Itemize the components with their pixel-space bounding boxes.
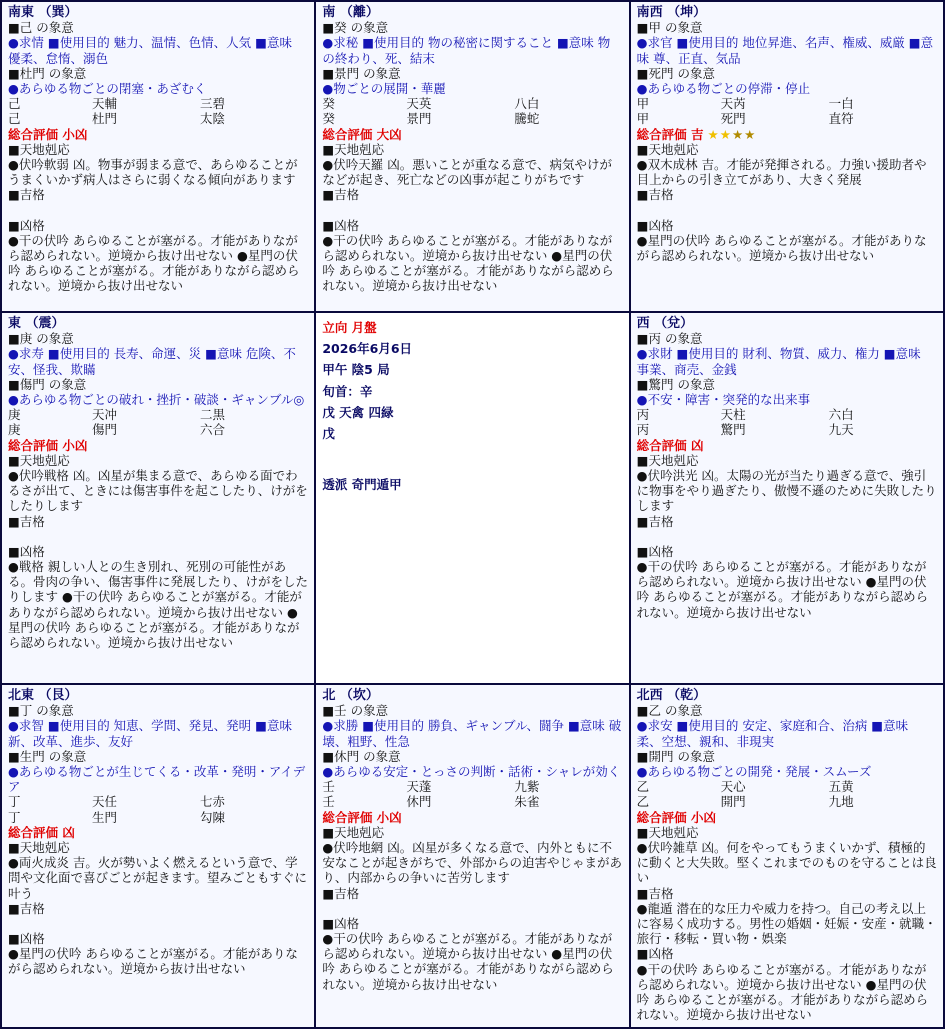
- door-row: [637, 794, 937, 809]
- kyo-heading: ■凶格: [322, 915, 360, 931]
- eight-door: 開門: [720, 794, 746, 810]
- tenchi-text: ●双木成林 吉。才能が発揮される。力強い援助者や目上からの引き立てがあり、大きく発展: [636, 157, 927, 188]
- flying-star: 六白: [828, 407, 854, 423]
- tenchi-heading: ■天地剋応: [636, 824, 699, 840]
- kyo-text: ●干の伏吟 あらゆることが塞がる。才能がありながら認められない。逆境から抜け出せない ●星門の伏吟 あらゆることが塞がる。才能がありながら認められない。逆境から抜け出せない: [322, 931, 614, 992]
- eight-god: 勾陳: [200, 809, 226, 825]
- evaluation-label: 総合評価 凶: [8, 824, 75, 840]
- stem-heading: ■乙 の象意: [636, 703, 703, 719]
- tenchi-text: ●伏吟地網 凶。凶星が多くなる意で、内外ともに不安なことが起きがちで、外部からの迫害やじゃまがあり、内部からの争いに苦労します: [322, 840, 622, 886]
- star-row: [637, 407, 937, 422]
- stem-heading: ■庚 の象意: [8, 331, 74, 347]
- kyo-text: ●干の伏吟 あらゆることが塞がる。才能がありながら認められない。逆境から抜け出せない ●星門の伏吟 あらゆることが塞がる。才能がありながら認められない。逆境から抜け出せない: [636, 961, 929, 1023]
- eight-god: 六合: [200, 422, 226, 438]
- overall-evaluation: [322, 127, 622, 142]
- star-row: [8, 96, 308, 111]
- direction-heading: 北東 （艮）: [8, 688, 78, 703]
- nine-star: 天任: [92, 794, 118, 810]
- heaven-stem: 甲: [636, 96, 650, 112]
- door-heading: ■休門 の象意: [322, 748, 401, 764]
- earth-stem: 丙: [636, 422, 650, 438]
- kyo-heading: ■凶格: [636, 217, 674, 233]
- kyo-text: ●干の伏吟 あらゆることが塞がる。才能がありながら認められない。逆境から抜け出せない ●星門の伏吟 あらゆることが塞がる。才能がありながら認められない。逆境から抜け出せない: [322, 232, 614, 294]
- stem-meaning: ●求寿 ■使用目的 長寿、命運、災 ■意味 危険、不安、怪我、欺瞞: [8, 346, 296, 377]
- overall-evaluation: [8, 825, 308, 840]
- heaven-stem: 壬: [322, 779, 335, 795]
- stem-heading: ■壬 の象意: [322, 703, 389, 719]
- evaluation-label: 総合評価 小凶: [636, 809, 717, 825]
- stem-heading: ■丙 の象意: [636, 331, 703, 347]
- star-row: [637, 779, 937, 794]
- nine-star: 天英: [406, 96, 432, 112]
- nine-star: 天心: [720, 779, 746, 795]
- stem-heading: ■己 の象意: [8, 20, 74, 36]
- heaven-stem: 庚: [8, 407, 21, 423]
- cell-south: [315, 1, 629, 312]
- door-heading: ■景門 の象意: [322, 65, 401, 81]
- earth-stem: 庚: [8, 422, 21, 438]
- kichi-heading: ■吉格: [8, 900, 45, 916]
- flying-star: 七赤: [200, 794, 226, 810]
- evaluation-label: 総合評価 小凶: [8, 126, 88, 142]
- kichi-heading: ■吉格: [322, 885, 360, 901]
- eight-door: 傷門: [92, 422, 118, 438]
- evaluation-label: 総合評価 小凶: [8, 437, 88, 453]
- stem-heading: ■癸 の象意: [322, 20, 389, 36]
- stem-meaning: ●求勝 ■使用目的 勝負、ギャンブル、闘争 ■意味 破壊、粗野、性急: [322, 718, 622, 749]
- tenchi-heading: ■天地剋応: [8, 840, 70, 856]
- door-heading: ■傷門 の象意: [8, 376, 87, 392]
- door-row: [8, 111, 308, 126]
- overall-evaluation: [637, 127, 937, 142]
- stem-meaning: ●求秘 ■使用目的 物の秘密に関すること ■意味 物の終わり、死、結末: [322, 35, 611, 66]
- evaluation-label: 総合評価 凶: [636, 437, 704, 453]
- eight-god: 太陰: [200, 111, 226, 127]
- tenchi-text: ●両火成炎 吉。火が勢いよく燃えるという意で、学問や文化面で喜びごとが起きます。望みごともすぐに叶う: [8, 855, 308, 901]
- flying-star: 九紫: [514, 779, 540, 795]
- door-meaning: ●あらゆる物ごとの閉塞・あざむく: [8, 81, 207, 97]
- nine-star: 天輔: [92, 96, 118, 112]
- kyo-text: ●星門の伏吟 あらゆることが塞がる。才能がありながら認められない。逆境から抜け出せない: [636, 232, 927, 264]
- tenchi-heading: ■天地剋応: [8, 141, 70, 157]
- stem-heading: ■丁 の象意: [8, 703, 74, 719]
- door-heading: ■驚門 の象意: [636, 376, 715, 392]
- kichi-heading: ■吉格: [636, 513, 674, 529]
- kyo-heading: ■凶格: [8, 217, 45, 233]
- cell-west: [630, 312, 944, 684]
- kyo-text: ●干の伏吟 あらゆることが塞がる。才能がありながら認められない。逆境から抜け出せない ●星門の伏吟 あらゆることが塞がる。才能がありながら認められない。逆境から抜け出せない: [8, 232, 300, 294]
- kichi-heading: ■吉格: [636, 187, 674, 203]
- cell-northwest: [630, 684, 944, 1028]
- stem-heading: ■甲 の象意: [636, 20, 703, 36]
- cell-north: [315, 684, 629, 1028]
- evaluation-label: 総合評価 大凶: [322, 126, 402, 142]
- center-date: 2026年6月6日: [322, 341, 413, 357]
- heaven-stem: 丁: [8, 794, 21, 810]
- kyo-heading: ■凶格: [636, 946, 674, 962]
- eight-god: 九地: [828, 794, 854, 810]
- earth-stem: 甲: [636, 111, 650, 127]
- center-school: 透派 奇門遁甲: [322, 477, 402, 493]
- eight-door: 死門: [720, 111, 746, 127]
- earth-stem: 己: [8, 111, 21, 127]
- door-heading: ■生門 の象意: [8, 748, 87, 764]
- stem-meaning: ●求情 ■使用目的 魅力、温情、色情、人気 ■意味 優柔、怠惰、溺色: [8, 35, 292, 66]
- evaluation-label: 総合評価 吉: [636, 126, 704, 142]
- kichi-heading: ■吉格: [322, 187, 360, 203]
- kyo-heading: ■凶格: [8, 931, 45, 947]
- cell-southwest: [630, 1, 944, 312]
- door-meaning: ●あらゆる物ごとの停滞・停止: [636, 81, 811, 97]
- door-meaning: ●不安・障害・突発的な出来事: [636, 392, 811, 408]
- flying-star: 八白: [514, 96, 540, 112]
- center-line2: 旬首：辛: [322, 383, 373, 399]
- tenchi-heading: ■天地剋応: [322, 824, 385, 840]
- tenchi-text: ●伏吟雑草 凶。何をやってもうまくいかず、積極的に動くと大失敗。堅くこれまでのものを守ることは良い: [636, 840, 937, 886]
- kichi-heading: ■吉格: [8, 187, 45, 203]
- tenchi-heading: ■天地剋応: [636, 452, 699, 468]
- overall-evaluation: [637, 810, 937, 825]
- cell-northeast: [1, 684, 315, 1028]
- heaven-stem: 丙: [636, 407, 650, 423]
- door-heading: ■開門 の象意: [636, 748, 715, 764]
- earth-stem: 乙: [636, 794, 650, 810]
- kyo-heading: ■凶格: [322, 217, 360, 233]
- direction-heading: 南 （離）: [322, 5, 379, 20]
- star-row: [322, 779, 622, 794]
- door-row: [8, 422, 308, 437]
- flying-star: 三碧: [200, 96, 226, 112]
- kyo-text: ●星門の伏吟 あらゆることが塞がる。才能がありながら認められない。逆境から抜け出せない: [8, 946, 298, 977]
- eight-god: 騰蛇: [514, 111, 540, 127]
- heaven-stem: 癸: [322, 96, 335, 112]
- door-heading: ■杜門 の象意: [8, 65, 87, 81]
- door-row: [637, 422, 937, 437]
- star-row: [637, 96, 937, 111]
- tenchi-text: ●伏吟軟弱 凶。物事が弱まる意で、あらゆることがうまくいかず病人はさらに弱くなる傾向があります: [8, 157, 298, 188]
- door-heading: ■死門 の象意: [636, 65, 715, 81]
- center-title: 立向 月盤: [322, 320, 377, 335]
- door-meaning: ●あらゆる物ごとの破れ・挫折・破談・ギャンブル◎: [8, 392, 305, 408]
- direction-heading: 北西 （乾）: [636, 688, 707, 703]
- eight-door: 杜門: [92, 111, 118, 127]
- stem-meaning: ●求智 ■使用目的 知恵、学問、発見、発明 ■意味 新、改革、進歩、友好: [8, 718, 292, 749]
- earth-stem: 丁: [8, 809, 21, 825]
- overall-evaluation: [8, 127, 308, 142]
- tenchi-heading: ■天地剋応: [322, 141, 385, 157]
- kyo-text: ●戦格 親しい人との生き別れ、死別の可能性がある。骨肉の争い、傷害事件に発展したり、けがをしたりします ●干の伏吟 あらゆることが塞がる。才能がありながら認められない。逆境から抜け出せない ●星門の伏吟 あらゆることが塞がる。才能がありながら認められない。逆境から抜け出せない: [8, 559, 309, 651]
- cell-east: [1, 312, 315, 684]
- direction-heading: 北 （坎）: [322, 688, 379, 703]
- earth-stem: 壬: [322, 794, 335, 810]
- eight-door: 驚門: [720, 422, 746, 438]
- tenchi-text: ●伏吟天羅 凶。悪いことが重なる意で、病気やけがなどが起き、死亡などの凶事が起こりがちです: [322, 157, 612, 188]
- direction-heading: 南東 （巽）: [8, 5, 78, 20]
- cell-center: [315, 312, 629, 684]
- kichi-heading: ■吉格: [8, 513, 45, 529]
- heaven-stem: 乙: [636, 779, 650, 795]
- direction-heading: 南西 （坤）: [636, 5, 707, 20]
- eight-door: 休門: [406, 794, 432, 810]
- nine-star: 天芮: [720, 96, 746, 112]
- nine-star: 天柱: [720, 407, 746, 423]
- door-meaning: ●物ごとの展開・華麗: [322, 81, 446, 97]
- eight-god: 朱雀: [514, 794, 540, 810]
- flying-star: 五黄: [828, 779, 854, 795]
- door-row: [8, 810, 308, 825]
- kyo-heading: ■凶格: [636, 543, 674, 559]
- eight-door: 生門: [92, 809, 118, 825]
- tenchi-text: ●伏吟洪光 凶。太陽の光が当たり過ぎる意で、強引に物事をやり過ぎたり、傲慢不遜のために失敗したりします: [636, 468, 937, 514]
- earth-stem: 癸: [322, 111, 335, 127]
- eight-door: 景門: [406, 111, 432, 127]
- door-row: [322, 794, 622, 809]
- kichi-heading: ■吉格: [636, 885, 674, 901]
- cell-southeast: [1, 1, 315, 312]
- flying-star: 一白: [828, 96, 854, 112]
- center-line3: 戊 天禽 四緑: [322, 404, 394, 420]
- door-meaning: ●あらゆる安定・とっさの判断・話術・シャレが効く: [322, 764, 621, 780]
- door-row: [637, 111, 937, 126]
- star-row: [8, 407, 308, 422]
- center-line4: 戊: [322, 426, 335, 442]
- door-row: [322, 111, 622, 126]
- nine-star: 天蓬: [406, 779, 432, 795]
- direction-heading: 東 （震）: [8, 316, 65, 331]
- direction-heading: 西 （兌）: [636, 316, 694, 331]
- overall-evaluation: [8, 438, 308, 453]
- stem-meaning: ●求安 ■使用目的 安定、家庭和合、治病 ■意味 柔、空想、親和、非現実: [636, 718, 909, 749]
- star-row: [8, 794, 308, 809]
- nine-star: 天冲: [92, 407, 118, 423]
- tenchi-heading: ■天地剋応: [8, 452, 70, 468]
- rating-stars-icon: ★★★★: [707, 126, 757, 142]
- overall-evaluation: [322, 810, 622, 825]
- evaluation-label: 総合評価 小凶: [322, 809, 402, 825]
- door-meaning: ●あらゆる物ごとが生じてくる・改革・発明・アイデア: [8, 764, 306, 795]
- star-row: [322, 96, 622, 111]
- flying-star: 二黒: [200, 407, 226, 423]
- eight-god: 直符: [828, 111, 854, 127]
- center-line1: 甲午 陰5 局: [322, 362, 390, 378]
- eight-god: 九天: [828, 422, 854, 438]
- stem-meaning: ●求財 ■使用目的 財利、物質、威力、権力 ■意味 事業、商売、金銭: [636, 346, 921, 377]
- door-meaning: ●あらゆる物ごとの開発・発展・スムーズ: [636, 764, 872, 780]
- tenchi-text: ●伏吟戦格 凶。凶星が集まる意で、あらゆる面でわるさが出て、ときには傷害事件を起こしたり、けがをしたりします: [8, 468, 308, 514]
- kyo-heading: ■凶格: [8, 543, 45, 559]
- stem-meaning: ●求官 ■使用目的 地位昇進、名声、権威、威厳 ■意味 尊、正直、気品: [636, 35, 934, 66]
- overall-evaluation: [637, 438, 937, 453]
- tenchi-heading: ■天地剋応: [636, 141, 699, 157]
- kichi-text: ●龍遁 潜在的な圧力や威力を持つ。自己の考え以上に容易く成功する。男性の婚姻・妊娠・安産・就職・旅行・移転・買い物・娯楽: [636, 900, 937, 947]
- heaven-stem: 己: [8, 96, 21, 112]
- kyo-text: ●干の伏吟 あらゆることが塞がる。才能がありながら認められない。逆境から抜け出せない ●星門の伏吟 あらゆることが塞がる。才能がありながら認められない。逆境から抜け出せない: [636, 559, 929, 620]
